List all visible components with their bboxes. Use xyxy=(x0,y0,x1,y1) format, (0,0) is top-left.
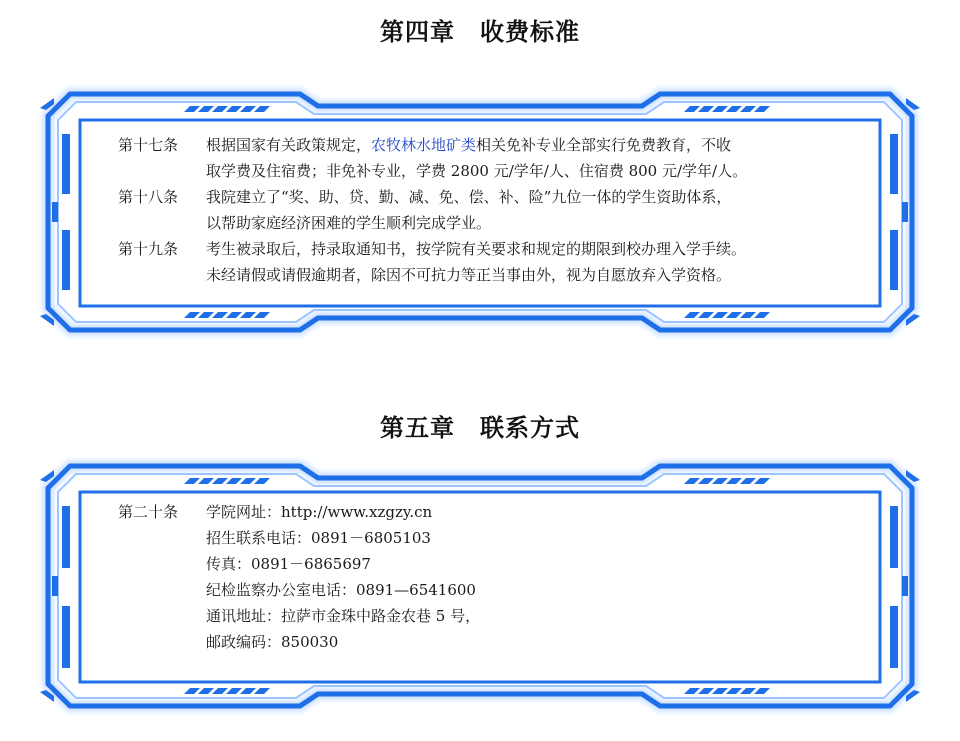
contact-website: 学院网址：http://www.xzgzy.cn xyxy=(206,503,433,521)
article-19-line-2: 未经请假或请假逾期者，除因不可抗力等正当事由外，视为自愿放弃入学资格。 xyxy=(206,266,732,284)
article-19-label: 第十九条 xyxy=(118,240,179,258)
article-17-line-2: 取学费及住宿费；非免补专业，学费 2800 元/学年/人、住宿费 800 元/学年/人。 xyxy=(206,162,748,180)
chapter5-title: 第五章 联系方式 xyxy=(380,414,580,442)
contact-discipline-office-phone: 纪检监察办公室电话：0891—6541600 xyxy=(206,581,476,599)
chapter5-content xyxy=(118,499,858,655)
chapter4-content xyxy=(118,132,858,288)
contact-postal-code: 邮政编码：850030 xyxy=(206,633,339,651)
article-18-line-2: 以帮助家庭经济困难的学生顺利完成学业。 xyxy=(206,214,492,232)
article-17 xyxy=(118,132,858,184)
article-18-line-1: 我院建立了“奖、助、贷、勤、减、免、偿、补、险”九位一体的学生资助体系， xyxy=(206,188,732,206)
contact-address: 通讯地址：拉萨市金珠中路金农巷 5 号， xyxy=(206,607,481,625)
highlighted-category: 农牧林水地矿类 xyxy=(371,136,477,154)
article-17-label: 第十七条 xyxy=(118,136,179,154)
contact-admissions-phone: 招生联系电话：0891－6805103 xyxy=(206,529,431,547)
article-17-text-before: 根据国家有关政策规定， xyxy=(206,136,372,154)
article-20 xyxy=(118,499,858,655)
chapter4-title: 第四章 收费标准 xyxy=(380,18,580,46)
article-17-line-1 xyxy=(206,132,858,158)
contact-fax: 传真：0891－6865697 xyxy=(206,555,371,573)
article-19 xyxy=(118,236,858,288)
article-18 xyxy=(118,184,858,236)
article-18-label: 第十八条 xyxy=(118,188,179,206)
article-20-label: 第二十条 xyxy=(118,503,179,521)
article-19-line-1: 考生被录取后，持录取通知书，按学院有关要求和规定的期限到校办理入学手续。 xyxy=(206,240,747,258)
contact-list xyxy=(206,499,858,655)
article-17-text-after: 相关免补专业全部实行免费教育，不收 xyxy=(476,136,732,154)
